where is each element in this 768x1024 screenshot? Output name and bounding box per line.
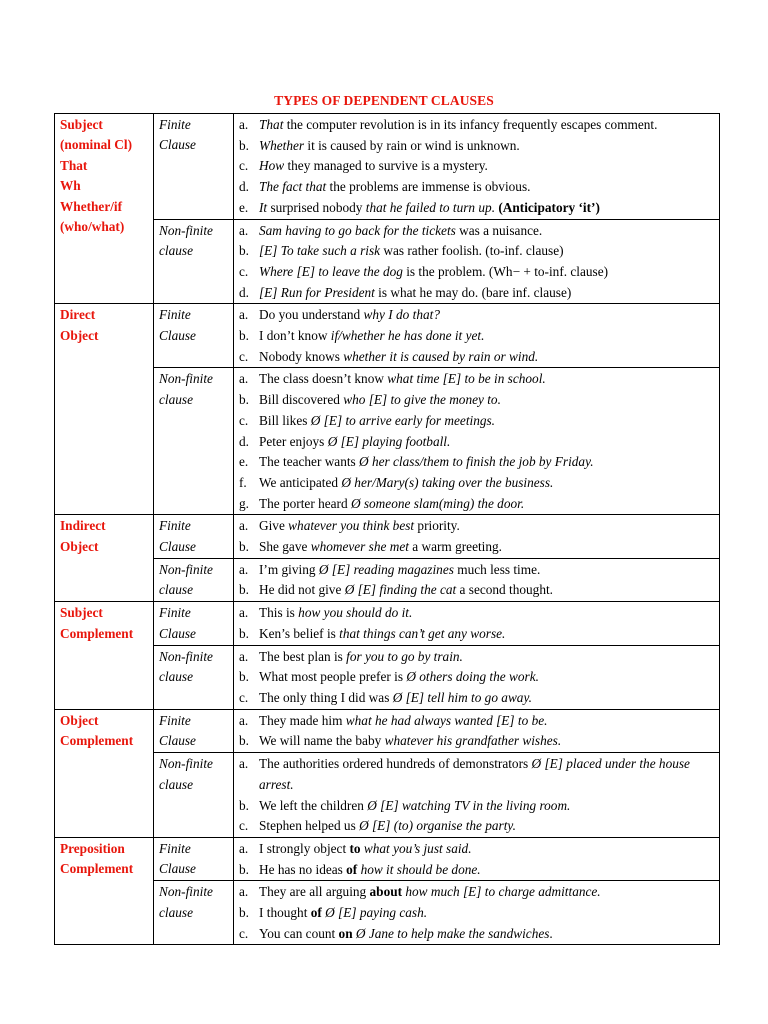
category-label-line: Subject <box>60 117 103 132</box>
clause-type-cell <box>154 753 234 838</box>
examples-cell <box>234 304 720 368</box>
example-list <box>239 754 715 837</box>
example-list <box>239 647 715 709</box>
clause-type-line: Finite <box>159 605 191 621</box>
example-clause-italic: [E] To take such a risk <box>259 243 381 259</box>
example-item <box>239 603 715 624</box>
table-row <box>55 114 720 220</box>
example-clause-italic: Ø [E] playing football. <box>327 433 451 449</box>
example-text: Ken’s belief is <box>259 625 340 641</box>
category-label-line: Complement <box>60 625 134 641</box>
example-item <box>239 516 715 537</box>
example-letter: d. <box>239 433 249 449</box>
example-list <box>239 839 715 880</box>
category-cell <box>55 515 154 602</box>
table-row <box>55 368 720 515</box>
category-cell <box>55 837 154 945</box>
example-text: The class doesn’t know <box>259 371 388 387</box>
example-letter: a. <box>239 712 249 728</box>
example-clause-italic: what you’s just said. <box>363 840 472 856</box>
example-clause-italic: how it should be done. <box>360 861 481 877</box>
example-emphasis-bold: on <box>338 925 353 941</box>
example-text: They made him <box>259 712 346 728</box>
table-row <box>55 709 720 752</box>
examples-cell <box>234 558 720 601</box>
example-item <box>239 711 715 732</box>
example-letter: a. <box>239 648 249 664</box>
clause-type-line: Clause <box>159 327 196 343</box>
clause-type-line: clause <box>159 391 193 407</box>
example-letter: b. <box>239 243 249 259</box>
example-letter: c. <box>239 263 249 279</box>
clause-type-cell <box>154 837 234 880</box>
example-text: Stephen helped us <box>259 818 360 834</box>
example-item <box>239 647 715 668</box>
example-clause-italic: Ø [E] tell him to go away. <box>392 689 532 705</box>
example-item <box>239 390 715 411</box>
example-clause-italic: why I do that? <box>363 307 440 323</box>
example-text: the problems are immense is obvious. <box>326 179 531 195</box>
example-letter: c. <box>239 412 249 428</box>
example-text: This is <box>259 605 299 621</box>
example-emphasis-bold: of <box>310 905 322 921</box>
clause-type-cell <box>154 219 234 304</box>
clause-type-line: clause <box>159 668 193 684</box>
example-text: What most people prefer is <box>259 669 407 685</box>
example-clause-italic: Ø her/Mary(s) taking over the business. <box>341 474 554 490</box>
examples-cell <box>234 114 720 220</box>
example-item <box>239 731 715 752</box>
example-text: a warm greeting. <box>408 539 502 555</box>
example-clause-italic: Ø [E] finding the cat <box>344 582 457 598</box>
example-item <box>239 624 715 645</box>
table-row <box>55 645 720 709</box>
clause-type-cell <box>154 304 234 368</box>
example-clause-italic: Ø [E] (to) organise the party. <box>359 818 516 834</box>
clause-type-cell <box>154 645 234 709</box>
example-item <box>239 347 715 368</box>
category-label-line: (nominal Cl) <box>60 137 133 153</box>
example-letter: b. <box>239 137 249 153</box>
example-text: is the problem. (Wh− + to-inf. clause) <box>402 263 609 279</box>
example-letter: a. <box>239 307 249 323</box>
example-text: surprised nobody <box>267 199 366 215</box>
category-label-line: Whether/if <box>60 198 123 214</box>
example-list <box>239 603 715 644</box>
example-letter: c. <box>239 818 249 834</box>
category-cell <box>55 114 154 304</box>
example-text: it is caused by rain or wind is unknown. <box>304 137 520 153</box>
example-list <box>239 369 715 514</box>
example-text: I strongly object <box>259 840 350 856</box>
category-label-line: Complement <box>60 733 134 749</box>
example-letter: d. <box>239 179 249 195</box>
example-item <box>239 452 715 473</box>
example-text: Nobody knows <box>259 348 344 364</box>
example-item <box>239 839 715 860</box>
clause-type-cell <box>154 558 234 601</box>
clause-type-line: Finite <box>159 518 191 534</box>
example-clause-italic: The fact that <box>259 179 327 195</box>
example-clause-italic: how much [E] to charge admittance. <box>405 884 601 900</box>
clause-type-line: Non-finite <box>159 561 213 577</box>
example-letter: b. <box>239 392 249 408</box>
example-item <box>239 241 715 262</box>
example-clause-italic: Ø Jane to help make the sandwiches <box>355 925 550 941</box>
example-clause-italic: Ø [E] placed under the house arrest. <box>259 756 690 792</box>
example-letter: c. <box>239 158 249 174</box>
example-clause-italic: that things can’t get any worse. <box>339 625 506 641</box>
clause-type-line: Clause <box>159 538 196 554</box>
table-body <box>55 114 720 945</box>
example-letter: b. <box>239 625 249 641</box>
example-emphasis-bold: to <box>349 840 361 856</box>
example-item <box>239 326 715 347</box>
example-letter: a. <box>239 840 249 856</box>
example-list <box>239 221 715 304</box>
example-text: is what he may do. (bare inf. clause) <box>374 284 572 300</box>
examples-cell <box>234 837 720 880</box>
clause-type-line: clause <box>159 904 193 920</box>
example-item <box>239 177 715 198</box>
example-letter: b. <box>239 539 249 555</box>
clause-type-line: Finite <box>159 117 191 132</box>
example-item <box>239 432 715 453</box>
example-letter: b. <box>239 328 249 344</box>
example-item <box>239 305 715 326</box>
category-label-line: Preposition <box>60 840 125 856</box>
example-clause-italic: whatever you think best <box>288 518 415 534</box>
example-letter: a. <box>239 561 249 577</box>
example-text: I’m giving <box>259 561 319 577</box>
example-letter: b. <box>239 582 249 598</box>
table-row <box>55 558 720 601</box>
example-item <box>239 156 715 177</box>
example-item <box>239 860 715 881</box>
example-clause-italic: Ø [E] to arrive early for meetings. <box>310 412 496 428</box>
example-clause-italic: that he failed to turn up. <box>365 199 496 215</box>
table-row <box>55 219 720 304</box>
category-label-line: Complement <box>60 861 134 877</box>
example-letter: a. <box>239 371 249 387</box>
example-clause-italic: That <box>259 117 284 132</box>
example-letter: b. <box>239 733 249 749</box>
category-label-line: Indirect <box>60 518 106 534</box>
table-row <box>55 304 720 368</box>
example-clause-italic: for you to go by train. <box>346 648 463 664</box>
clause-type-cell <box>154 709 234 752</box>
example-letter: a. <box>239 518 249 534</box>
example-item <box>239 411 715 432</box>
clause-type-line: Non-finite <box>159 648 213 664</box>
example-list <box>239 711 715 752</box>
table-row <box>55 881 720 945</box>
example-item <box>239 136 715 157</box>
example-list <box>239 115 715 219</box>
example-item <box>239 283 715 304</box>
example-item <box>239 221 715 242</box>
category-cell <box>55 602 154 710</box>
clause-type-line: Non-finite <box>159 222 213 238</box>
example-letter: a. <box>239 605 249 621</box>
example-clause-italic: who [E] to give the money to. <box>343 392 501 408</box>
example-clause-italic: Sam having to go back for the tickets <box>259 222 456 238</box>
example-clause-italic: Ø someone slam(ming) the door. <box>350 495 525 511</box>
example-list <box>239 305 715 367</box>
example-clause-italic: Ø [E] reading magazines <box>318 561 454 577</box>
example-letter: c. <box>239 348 249 364</box>
example-text: they managed to survive is a mystery. <box>284 158 488 174</box>
example-text: I don’t know <box>259 328 331 344</box>
example-text: was a nuisance. <box>455 222 543 238</box>
example-clause-italic: what time [E] to be in school. <box>387 371 546 387</box>
category-label-line: Wh <box>60 178 81 194</box>
example-letter: d. <box>239 284 249 300</box>
document-title: TYPES OF DEPENDENT CLAUSES <box>274 93 494 108</box>
clause-type-line: Clause <box>159 137 196 153</box>
examples-cell <box>234 368 720 515</box>
example-clause-italic: whomever she met <box>310 539 409 555</box>
table-row <box>55 837 720 880</box>
category-label-line: Direct <box>60 307 96 323</box>
example-text: Give <box>259 518 289 534</box>
category-label-line: Object <box>60 538 99 554</box>
example-letter: c. <box>239 925 249 941</box>
example-text: We will name the baby <box>259 733 385 749</box>
example-item <box>239 924 715 945</box>
clause-type-cell <box>154 515 234 558</box>
example-text: The best plan is <box>259 648 347 664</box>
example-clause-italic: Ø [E] paying cash. <box>325 905 428 921</box>
clause-type-line: clause <box>159 582 193 598</box>
example-clause-italic: Whether <box>259 137 305 153</box>
clause-type-line: Finite <box>159 307 191 323</box>
example-item <box>239 816 715 837</box>
clause-type-cell <box>154 368 234 515</box>
example-clause-italic: It <box>259 199 268 215</box>
example-letter: g. <box>239 495 249 511</box>
category-label-line: That <box>60 157 88 173</box>
clause-type-line: Clause <box>159 733 196 749</box>
example-clause-italic: Where [E] to leave the dog <box>259 263 403 279</box>
example-text: . <box>549 925 553 941</box>
example-clause-italic: Ø others doing the work. <box>406 669 539 685</box>
clause-type-line: Non-finite <box>159 371 213 387</box>
examples-cell <box>234 709 720 752</box>
example-letter: a. <box>239 117 249 132</box>
clause-type-line: Finite <box>159 712 191 728</box>
example-letter: b. <box>239 669 249 685</box>
example-letter: c. <box>239 689 249 705</box>
example-emphasis-bold: about <box>369 884 403 900</box>
example-item <box>239 473 715 494</box>
clause-type-line: Clause <box>159 625 196 641</box>
example-letter: b. <box>239 905 249 921</box>
clause-type-line: Clause <box>159 861 196 877</box>
example-item <box>239 537 715 558</box>
examples-cell <box>234 602 720 645</box>
example-emphasis-bold: (Anticipatory ‘it’) <box>498 199 600 215</box>
example-clause-italic: what he had always wanted [E] to be. <box>345 712 548 728</box>
example-text: They are all arguing <box>259 884 370 900</box>
example-list <box>239 516 715 557</box>
example-clause-italic: How <box>259 158 285 174</box>
example-clause-italic: Ø her class/them to finish the job by Friday. <box>359 454 594 470</box>
example-text: He did not give <box>259 582 345 598</box>
example-text: the computer revolution is in its infancy frequently escapes comment. <box>283 117 658 132</box>
example-letter: a. <box>239 222 249 238</box>
examples-cell <box>234 753 720 838</box>
example-text: Do you understand <box>259 307 364 323</box>
category-label-line: (who/what) <box>60 219 125 235</box>
clause-type-cell <box>154 602 234 645</box>
example-text: We left the children <box>259 797 368 813</box>
example-item <box>239 688 715 709</box>
clause-type-cell <box>154 114 234 220</box>
example-letter: e. <box>239 199 249 215</box>
example-text: priority. <box>414 518 460 534</box>
example-letter: e. <box>239 454 249 470</box>
example-clause-italic: if/whether he has done it yet. <box>330 328 485 344</box>
example-item <box>239 667 715 688</box>
category-label-line: Subject <box>60 605 103 621</box>
examples-cell <box>234 515 720 558</box>
table-row <box>55 602 720 645</box>
example-item <box>239 754 715 795</box>
example-item <box>239 369 715 390</box>
example-letter: a. <box>239 756 249 772</box>
table-row <box>55 515 720 558</box>
example-letter: b. <box>239 861 249 877</box>
example-clause-italic: whether it is caused by rain or wind. <box>343 348 539 364</box>
category-label-line: Object <box>60 327 99 343</box>
example-text: Bill discovered <box>259 392 344 408</box>
example-list <box>239 882 715 944</box>
clause-type-line: Non-finite <box>159 756 213 772</box>
example-text: a second thought. <box>456 582 553 598</box>
example-emphasis-bold: of <box>346 861 358 877</box>
example-clause-italic: whatever his grandfather wishes. <box>384 733 562 749</box>
example-item <box>239 882 715 903</box>
example-text: Peter enjoys <box>259 433 328 449</box>
example-text: The porter heard <box>259 495 351 511</box>
example-list <box>239 560 715 601</box>
example-letter: a. <box>239 884 249 900</box>
example-letter: b. <box>239 797 249 813</box>
example-item <box>239 796 715 817</box>
examples-cell <box>234 219 720 304</box>
example-text: The teacher wants <box>259 454 360 470</box>
example-clause-italic: how you should do it. <box>298 605 413 621</box>
category-cell <box>55 709 154 837</box>
example-letter: f. <box>239 474 247 490</box>
example-item <box>239 115 715 136</box>
table-row <box>55 753 720 838</box>
example-clause-italic: Ø [E] watching TV in the living room. <box>367 797 571 813</box>
example-text: was rather foolish. (to-inf. clause) <box>380 243 564 259</box>
example-item <box>239 903 715 924</box>
clause-type-cell <box>154 881 234 945</box>
example-text: We anticipated <box>259 474 342 490</box>
examples-cell <box>234 881 720 945</box>
example-item <box>239 198 715 219</box>
example-text: much less time. <box>453 561 541 577</box>
example-text: The only thing I did was <box>259 689 393 705</box>
example-item <box>239 494 715 515</box>
examples-cell <box>234 645 720 709</box>
example-clause-italic: [E] Run for President <box>259 284 375 300</box>
example-item <box>239 262 715 283</box>
clause-type-line: Finite <box>159 840 191 856</box>
clause-type-line: clause <box>159 242 193 258</box>
clause-type-line: clause <box>159 776 193 792</box>
example-item <box>239 560 715 581</box>
category-label-line: Object <box>60 712 99 728</box>
clause-type-line: Non-finite <box>159 884 213 900</box>
category-cell <box>55 304 154 515</box>
example-item <box>239 580 715 601</box>
example-text: Bill likes <box>259 412 311 428</box>
example-text: She gave <box>259 539 311 555</box>
example-text: He has no ideas <box>259 861 347 877</box>
example-text: I thought <box>259 905 311 921</box>
dependent-clauses-table <box>54 113 720 945</box>
example-text: The authorities ordered hundreds of demonstrators <box>259 756 532 772</box>
example-text: You can count <box>259 925 339 941</box>
